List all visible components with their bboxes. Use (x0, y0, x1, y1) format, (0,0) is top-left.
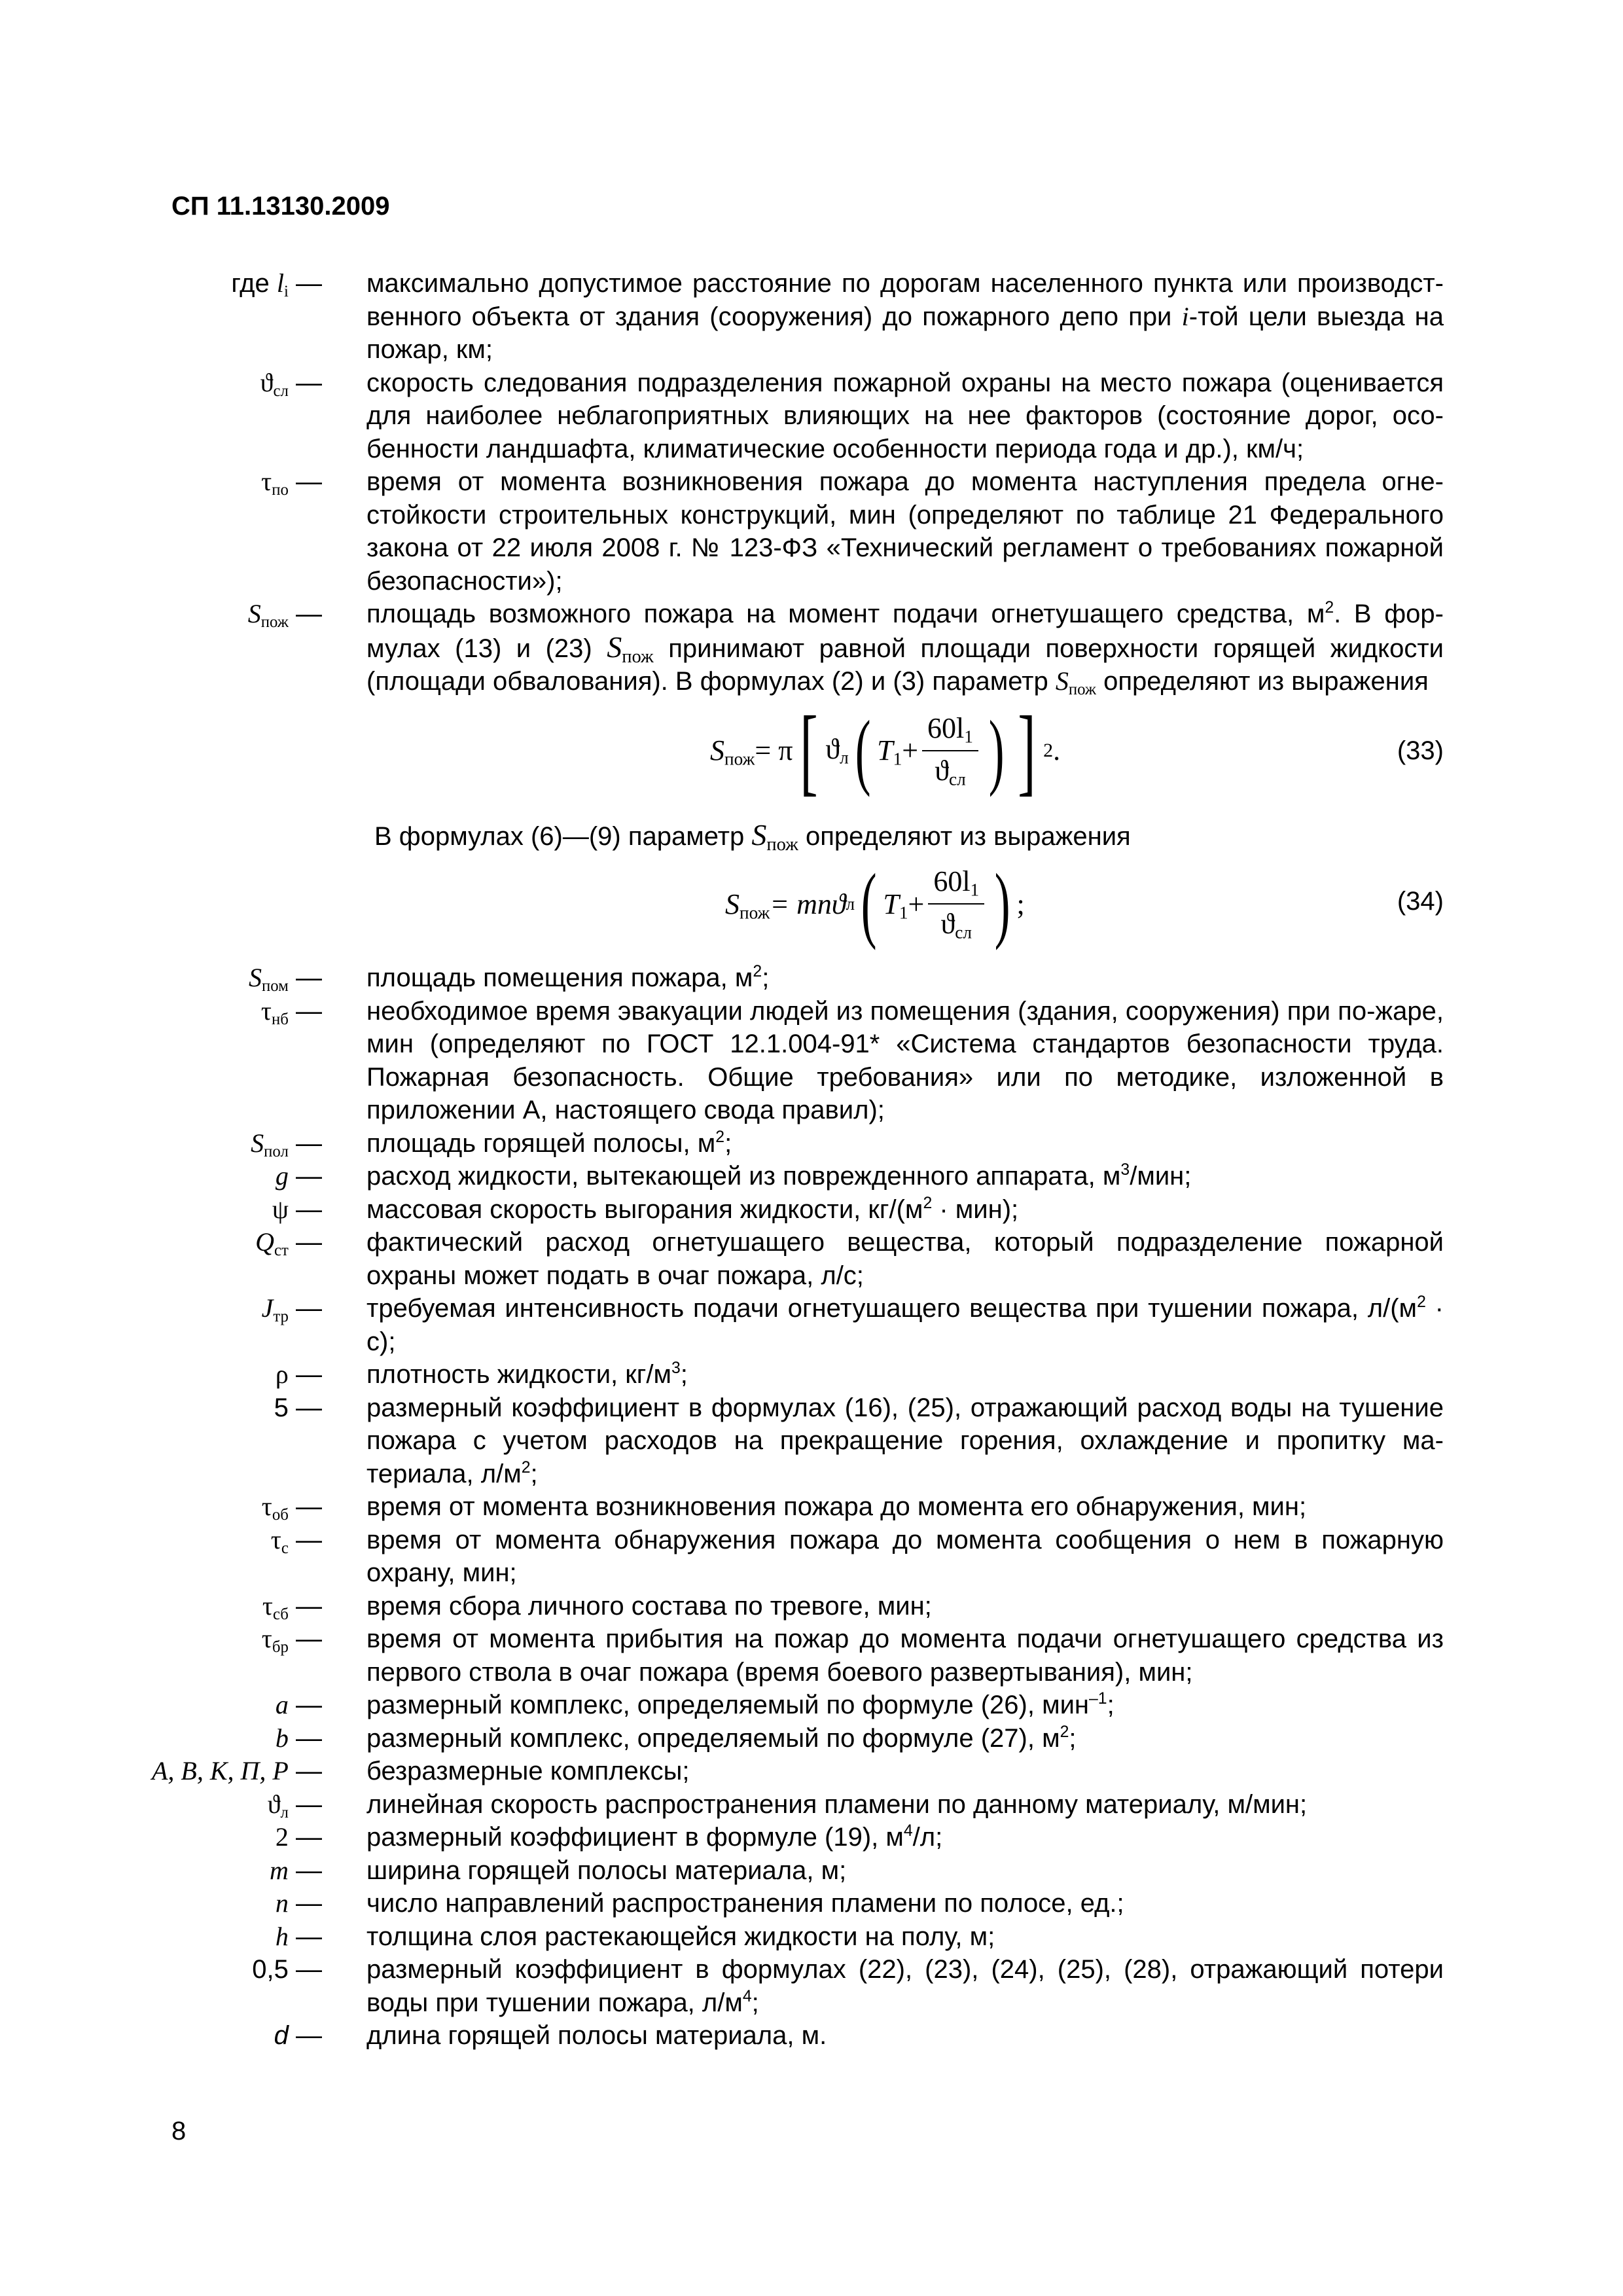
definition-text: максимально допустимое расстояние по дорогам населенного пункта или производст-венного объекта от здания (сооружения) до пожарного депо при i-той цели выезда на пожар, км; (366, 269, 1444, 364)
definition-item (0, 465, 1623, 598)
definition-text: толщина слоя растекающейся жидкости на полу, м; (366, 1922, 995, 1951)
definition-item (0, 995, 1623, 1127)
definition-item (0, 267, 1623, 367)
definition-text: безразмерные комплексы; (366, 1757, 690, 1785)
definition-term: $Q_{ст}$ — (255, 1227, 322, 1259)
definition-item (0, 1490, 1623, 1524)
definitions-list-bottom (0, 961, 1623, 2053)
definition-item (0, 1887, 1623, 1920)
definition-item (0, 1127, 1623, 1160)
formula-number: (33) (1397, 736, 1444, 765)
definition-term: $ϑ_{сл}$ — (260, 367, 322, 400)
definition-text: размерный комплекс, определяемый по формуле (27), $м^2$; (366, 1723, 1077, 1753)
definition-item (0, 1358, 1623, 1391)
definition-term: $S_{пол}$ — (251, 1128, 322, 1160)
fraction: $\frac{60l_1}{ϑ_{сл}}$ (922, 711, 978, 789)
definition-text: требуемая интенсивность подачи огнетушащего вещества при тушении пожара, $л/(м^2 \cdot с)$; (366, 1293, 1444, 1356)
definition-item (0, 1854, 1623, 1888)
definition-item (0, 1689, 1623, 1722)
definition-term: m — (269, 1855, 322, 1885)
definition-text: массовая скорость выгорания жидкости, $кг/(м^2 \cdot мин)$; (366, 1194, 1019, 1224)
definition-term: $ϑ_л$ — (267, 1789, 322, 1821)
definition-term: $S_{пом}$ — (248, 963, 322, 995)
definition-term: $J_{тр}$ — (261, 1293, 322, 1325)
definition-text: фактический расход огнетушащего вещества, который подразделение пожарной охраны может подать в очаг пожара, л/с; (366, 1228, 1444, 1290)
definition-item (0, 1788, 1623, 1821)
formula-number: (34) (1397, 887, 1444, 916)
definition-text: время от момента возникновения пожара до момента его обнаружения, мин; (366, 1492, 1307, 1521)
definition-item (0, 1920, 1623, 1954)
definition-text: размерный коэффициент в формуле (19), $м^4/л$; (366, 1822, 943, 1852)
definition-item (0, 2019, 1623, 2053)
definition-text: скорость следования подразделения пожарной охраны на место пожара (оценивается для наиболее неблагоприятных влияющих на нее факторов (состояние дорог, осо-бенности ландшафта, климатические особенности периода года и др.), км/ч; (366, 368, 1444, 463)
definition-text: необходимое время эвакуации людей из помещения (здания, сооружения) при по-жаре, мин (определяют по ГОСТ 12.1.004-91* «Система стандартов безопасности труда. Пожарная безопасность. Общие требования» или по методике, изложенной в приложении А, настоящего свода правил); (366, 996, 1444, 1124)
definition-item (0, 1755, 1623, 1788)
definition-term: $\tau_{бр}$ — (261, 1624, 322, 1656)
definition-text: время от момента возникновения пожара до момента наступления предела огне-стойкости строительных конструкций, мин (определяют по таблице 21 Федерального закона от 22 июля 2008 г. № 123-ФЗ «Технический регламент о требованиях пожарной безопасности»); (366, 467, 1444, 596)
definition-item (0, 1292, 1623, 1358)
document-code-header: СП 11.13130.2009 (171, 192, 390, 221)
definition-text: время от момента прибытия на пожар до момента подачи огнетушащего средства из первого ствола в очаг пожара (время боевого развертывания), мин; (366, 1624, 1444, 1687)
definition-term: $\tau_с$ — (270, 1524, 322, 1557)
definition-item (0, 1391, 1623, 1491)
definition-text: площадь помещения пожара, $м^2$; (366, 963, 770, 992)
definition-term: 2 — (275, 1822, 322, 1852)
definition-text: плотность жидкости, $кг/м^3$; (366, 1359, 688, 1389)
definition-term: $\tau_{нб}$ — (260, 996, 322, 1028)
definition-term: A, B, K, П, P — (152, 1756, 322, 1785)
definition-text: длина горящей полосы материала, м. (366, 2021, 827, 2050)
definition-term: n — (275, 1888, 322, 1918)
definition-item (0, 1953, 1623, 2019)
definition-text: площадь горящей полосы, $м^2$; (366, 1128, 732, 1158)
formula-34 (0, 858, 1623, 956)
definition-item (0, 1821, 1623, 1854)
definition-text: площадь возможного пожара на момент подачи огнетушащего средства, $м^2$. В фор-мулах (13) и (23) $S_{пож}$ принимают равной площади поверхности горящей жидкости (площади обвалования). В формулах (2) и (3) параметр $S_{пож}$ определяют из выражения (366, 599, 1444, 698)
definition-term: $\tau_{по}$ — (261, 467, 322, 499)
definition-term: b — (275, 1723, 322, 1753)
definition-item (0, 367, 1623, 466)
definition-text: размерный коэффициент в формулах (22), (23), (24), (25), (28), отражающий потери воды при тушении пожара, $л/м^4$; (366, 1955, 1444, 2017)
definition-term: $\tau_{сб}$ — (262, 1590, 322, 1623)
definition-text: линейная скорость распространения пламени по данному материалу, м/мин; (366, 1789, 1308, 1819)
definition-item (0, 598, 1623, 698)
formula-33-expression: $S_{пож}$ = π [ $ϑ_л$ ( $T_1$ + $\frac{60l_1}{ϑ_{сл}}$ ) ] 2 . (710, 696, 1061, 805)
definition-term: где $l_i$ — (231, 268, 322, 300)
definition-item (0, 1226, 1623, 1292)
definition-text: ширина горящей полосы материала, м; (366, 1856, 847, 1885)
definition-item (0, 1524, 1623, 1590)
definitions-list (0, 267, 1623, 2053)
definition-term: 5 — (274, 1393, 322, 1422)
definition-term: a — (275, 1690, 322, 1719)
page-number: 8 (171, 2117, 187, 2145)
formula-33 (0, 698, 1623, 810)
fraction: $\frac{60l_1}{ϑ_{сл}}$ (928, 865, 984, 942)
definition-item (0, 961, 1623, 995)
formula-34-intro: В формулах (6)—(9) параметр $S_{пож}$ определяют из выражения (374, 817, 1131, 855)
definition-text: размерный комплекс, определяемый по формуле (26), мин$^{-1}$; (366, 1690, 1115, 1719)
definition-term: d — (274, 2021, 322, 2050)
definition-text: время сбора личного состава по тревоге, мин; (366, 1591, 932, 1621)
definition-term: 0,5 — (252, 1955, 322, 1984)
definition-text: число направлений распространения пламени по полосе, ед.; (366, 1889, 1124, 1918)
definition-term: h — (275, 1921, 322, 1951)
definition-item (0, 1193, 1623, 1227)
formula-34-expression: $S_{пож}$ = mnϑ л ( $T_1$ + $\frac{60l_1}{ϑ_{сл}}$ ) ; (725, 857, 1025, 951)
definition-item (0, 1590, 1623, 1623)
definition-item (0, 1623, 1623, 1689)
definition-text: время от момента обнаружения пожара до момента сообщения о нем в пожарную охрану, мин; (366, 1525, 1444, 1587)
definition-text: расход жидкости, вытекающей из поврежденного аппарата, $м^3$/мин; (366, 1161, 1192, 1191)
definition-text: размерный коэффициент в формулах (16), (25), отражающий расход воды на тушение пожара с учетом расходов на прекращение горения, охлаждение и пропитку ма-териала, $л/м^2$; (366, 1393, 1444, 1488)
definition-term: ρ — (275, 1359, 322, 1389)
definition-term: $\tau_{об}$ — (261, 1492, 322, 1524)
definition-term: $S_{пож}$ — (247, 599, 322, 631)
definition-item (0, 1722, 1623, 1755)
definition-term: g — (275, 1161, 322, 1191)
definition-item (0, 1160, 1623, 1193)
definition-term: ψ — (272, 1194, 322, 1224)
